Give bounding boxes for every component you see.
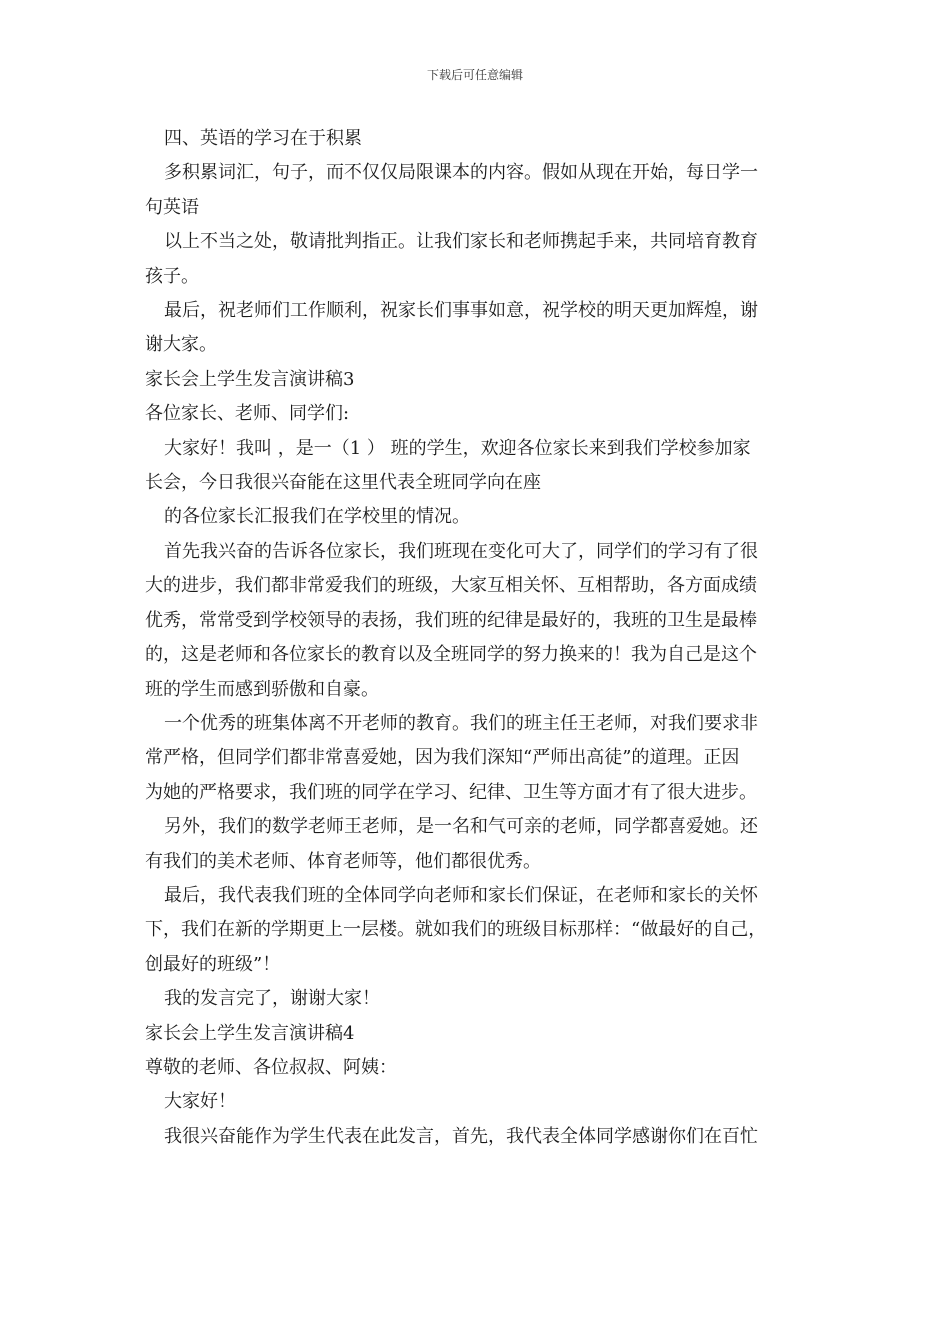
text-line: 长会，今日我很兴奋能在这里代表全班同学向在座 <box>145 472 541 494</box>
text-line: 常严格，但同学们都非常喜爱她，因为我们深知“严师出高徒”的道理。正因 <box>145 747 740 769</box>
text-line: 家长会上学生发言演讲稿3 <box>145 368 355 390</box>
text-line: 句英语 <box>145 196 199 218</box>
text-line: 孩子。 <box>145 265 199 287</box>
text-line: 下，我们在新的学期更上一层楼。就如我们的班级目标那样：“做最好的自己， <box>145 919 767 941</box>
text-line: 多积累词汇，句子，而不仅仅局限课本的内容。假如从现在开始，每日学一 <box>164 162 758 184</box>
text-line: 班的学生而感到骄傲和自豪。 <box>145 678 379 700</box>
page-header: 下载后可任意编辑 <box>426 68 523 82</box>
text-line: 一个优秀的班集体离不开老师的教育。我们的班主任王老师，对我们要求非 <box>164 712 758 734</box>
text-line: 为她的严格要求，我们班的同学在学习、纪律、卫生等方面才有了很大进步。 <box>145 781 757 803</box>
text-line: 大的进步，我们都非常爱我们的班级，大家互相关怀、互相帮助，各方面成绩 <box>145 575 757 597</box>
text-line: 尊敬的老师、各位叔叔、阿姨： <box>145 1056 397 1078</box>
text-line: 我的发言完了，谢谢大家！ <box>164 988 380 1010</box>
text-line: 大家好！我叫 ，是一（1 ） 班的学生，欢迎各位家长来到我们学校参加家 <box>164 437 751 459</box>
text-line: 优秀，常常受到学校领导的表扬，我们班的纪律是最好的，我班的卫生是最棒 <box>145 609 757 631</box>
text-line: 有我们的美术老师、体育老师等，他们都很优秀。 <box>145 850 541 872</box>
text-line: 大家好！ <box>164 1091 236 1113</box>
text-line: 另外，我们的数学老师王老师，是一名和气可亲的老师，同学都喜爱她。还 <box>164 816 758 838</box>
text-line: 我很兴奋能作为学生代表在此发言，首先，我代表全体同学感谢你们在百忙 <box>164 1125 758 1147</box>
text-line: 首先我兴奋的告诉各位家长，我们班现在变化可大了，同学们的学习有了很 <box>164 540 758 562</box>
document-body <box>145 122 810 1154</box>
text-line: 家长会上学生发言演讲稿4 <box>145 1022 355 1044</box>
text-line: 四、英语的学习在于积累 <box>164 128 362 149</box>
text-line: 最后，祝老师们工作顺利，祝家长们事事如意，祝学校的明天更加辉煌，谢 <box>164 300 758 322</box>
text-line: 最后，我代表我们班的全体同学向老师和家长们保证，在老师和家长的关怀 <box>164 884 758 906</box>
text-line: 各位家长、老师、同学们: <box>145 403 350 425</box>
text-line: 以上不当之处，敬请批判指正。让我们家长和老师携起手来，共同培育教育 <box>164 231 758 253</box>
text-line: 谢大家。 <box>145 334 217 356</box>
text-line: 的，这是老师和各位家长的教育以及全班同学的努力换来的！我为自己是这个 <box>145 644 757 666</box>
text-line: 的各位家长汇报我们在学校里的情况。 <box>164 506 470 528</box>
text-line: 创最好的班级”！ <box>145 953 281 975</box>
